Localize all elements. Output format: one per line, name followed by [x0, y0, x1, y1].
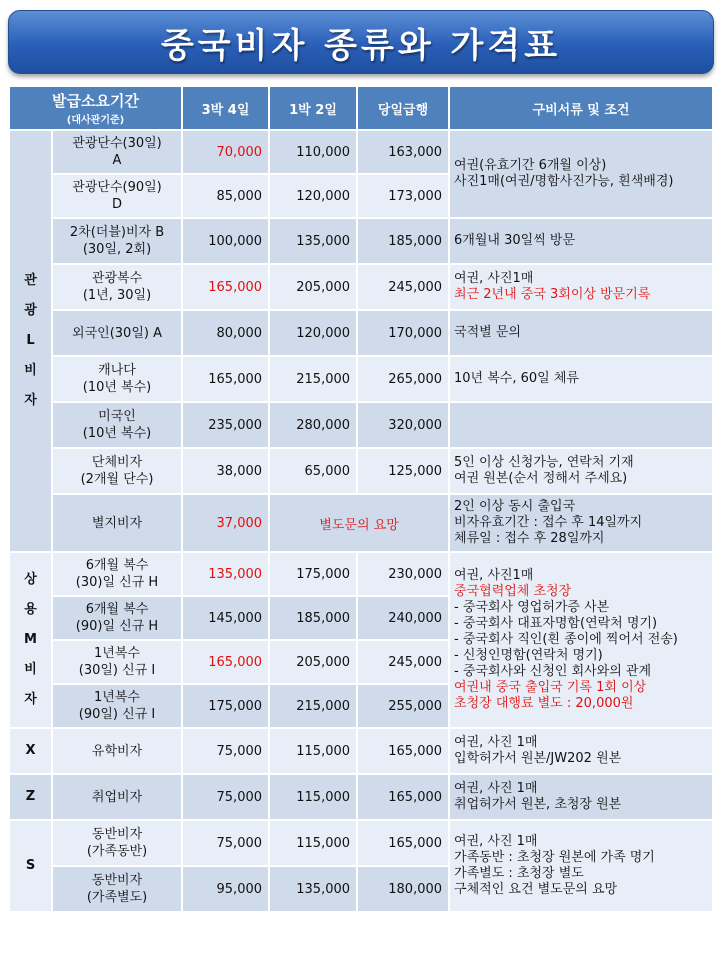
price-1n2d: 185,000 — [269, 596, 357, 640]
price-sameday: 320,000 — [357, 402, 449, 448]
category-study-x: X — [9, 728, 52, 774]
category-business-m: 상 용 M 비 자 — [9, 552, 52, 728]
table-row — [9, 448, 713, 494]
table-row — [9, 728, 713, 774]
table-row — [9, 774, 713, 820]
conditions-cell: 여권, 사진1매 중국협력업체 초청장 - 중국회사 영업허가증 사본 - 중국회사 대표자명함(연락처 명기) - 중국회사 직인(흰 종이에 찍어서 전송) - 신청인명함(연락처 명기) - 중국회사와 신청인 회사와의 관계 여권내 중국 출입국 기록 1회 이상 초청장 대행료 별도 : 20,000원 — [449, 552, 713, 728]
visa-name: 미국인 (10년 복수) — [52, 402, 182, 448]
price-sameday: 265,000 — [357, 356, 449, 402]
price-1n2d: 215,000 — [269, 684, 357, 728]
price-1n2d: 120,000 — [269, 310, 357, 356]
price-1n2d: 205,000 — [269, 264, 357, 310]
price-3n4d: 75,000 — [182, 774, 269, 820]
price-1n2d: 135,000 — [269, 218, 357, 264]
visa-name: 1년복수 (30일) 신규 I — [52, 640, 182, 684]
visa-name: 관광단수(90일) D — [52, 174, 182, 218]
price-sameday: 245,000 — [357, 640, 449, 684]
visa-name: 1년복수 (90일) 신규 I — [52, 684, 182, 728]
price-1n2d: 175,000 — [269, 552, 357, 596]
price-3n4d: 165,000 — [182, 356, 269, 402]
header-3n4d: 3박 4일 — [182, 86, 269, 130]
visa-name: 유학비자 — [52, 728, 182, 774]
price-3n4d: 165,000 — [182, 264, 269, 310]
conditions-cell: 여권, 사진1매 최근 2년내 중국 3회이상 방문기록 — [449, 264, 713, 310]
page-title: 중국비자 종류와 가격표 — [160, 25, 562, 66]
price-3n4d: 100,000 — [182, 218, 269, 264]
price-3n4d: 165,000 — [182, 640, 269, 684]
visa-name: 별지비자 — [52, 494, 182, 552]
conditions-cell: 국적별 문의 — [449, 310, 713, 356]
table-row — [9, 310, 713, 356]
price-sameday: 180,000 — [357, 866, 449, 912]
table-row — [9, 552, 713, 596]
price-1n2d: 115,000 — [269, 774, 357, 820]
visa-name: 외국인(30일) A — [52, 310, 182, 356]
category-work-z: Z — [9, 774, 52, 820]
price-sameday: 230,000 — [357, 552, 449, 596]
visa-name: 동반비자 (가족별도) — [52, 866, 182, 912]
header-conditions: 구비서류 및 조건 — [449, 86, 713, 130]
visa-name: 6개월 복수 (30)일 신규 H — [52, 552, 182, 596]
visa-price-table — [8, 85, 714, 913]
conditions-cell: 여권, 사진 1매 입학허가서 원본/JW202 원본 — [449, 728, 713, 774]
price-sameday: 255,000 — [357, 684, 449, 728]
price-inquiry: 별도문의 요망 — [269, 494, 449, 552]
price-sameday: 185,000 — [357, 218, 449, 264]
price-1n2d: 115,000 — [269, 728, 357, 774]
visa-name: 2차(더블)비자 B (30일, 2회) — [52, 218, 182, 264]
table-row — [9, 356, 713, 402]
price-sameday: 240,000 — [357, 596, 449, 640]
table-row — [9, 130, 713, 174]
conditions-cell: 2인 이상 동시 출입국 비자유효기간 : 접수 후 14일까지 체류일 : 접수 후 28일까지 — [449, 494, 713, 552]
header-period: 발급소요기간 (대사관기준) — [9, 86, 182, 130]
header-sameday: 당일급행 — [357, 86, 449, 130]
price-1n2d: 115,000 — [269, 820, 357, 866]
header-1n2d: 1박 2일 — [269, 86, 357, 130]
visa-name: 관광복수 (1년, 30일) — [52, 264, 182, 310]
price-sameday: 163,000 — [357, 130, 449, 174]
conditions-cell: 여권(유효기간 6개월 이상) 사진1매(여권/명함사진가능, 흰색배경) — [449, 130, 713, 218]
price-1n2d: 280,000 — [269, 402, 357, 448]
conditions-cell: 10년 복수, 60일 체류 — [449, 356, 713, 402]
visa-name: 취업비자 — [52, 774, 182, 820]
price-sameday: 173,000 — [357, 174, 449, 218]
price-3n4d: 38,000 — [182, 448, 269, 494]
visa-name: 6개월 복수 (90)일 신규 H — [52, 596, 182, 640]
price-3n4d: 95,000 — [182, 866, 269, 912]
title-banner — [8, 10, 714, 74]
price-sameday: 165,000 — [357, 728, 449, 774]
price-3n4d: 135,000 — [182, 552, 269, 596]
price-3n4d: 175,000 — [182, 684, 269, 728]
conditions-cell — [449, 402, 713, 448]
conditions-cell: 6개월내 30일씩 방문 — [449, 218, 713, 264]
table-row — [9, 218, 713, 264]
price-1n2d: 205,000 — [269, 640, 357, 684]
price-1n2d: 120,000 — [269, 174, 357, 218]
price-3n4d: 85,000 — [182, 174, 269, 218]
conditions-cell: 5인 이상 신청가능, 연락처 기재 여권 원본(순서 정해서 주세요) — [449, 448, 713, 494]
category-family-s: S — [9, 820, 52, 912]
table-row — [9, 264, 713, 310]
table-row — [9, 820, 713, 866]
price-sameday: 245,000 — [357, 264, 449, 310]
price-3n4d: 75,000 — [182, 820, 269, 866]
price-sameday: 170,000 — [357, 310, 449, 356]
price-1n2d: 215,000 — [269, 356, 357, 402]
price-3n4d: 235,000 — [182, 402, 269, 448]
price-3n4d: 145,000 — [182, 596, 269, 640]
price-3n4d: 80,000 — [182, 310, 269, 356]
category-tourist-l: 관 광 L 비 자 — [9, 130, 52, 552]
price-3n4d: 70,000 — [182, 130, 269, 174]
visa-name: 동반비자 (가족동반) — [52, 820, 182, 866]
price-1n2d: 65,000 — [269, 448, 357, 494]
visa-name: 관광단수(30일) A — [52, 130, 182, 174]
price-3n4d: 37,000 — [182, 494, 269, 552]
price-sameday: 165,000 — [357, 774, 449, 820]
price-sameday: 165,000 — [357, 820, 449, 866]
visa-name: 캐나다 (10년 복수) — [52, 356, 182, 402]
price-sameday: 125,000 — [357, 448, 449, 494]
conditions-cell: 여권, 사진 1매 가족동반 : 초청장 원본에 가족 명기 가족별도 : 초청장 별도 구체적인 요건 별도문의 요망 — [449, 820, 713, 912]
table-row — [9, 494, 713, 552]
price-1n2d: 110,000 — [269, 130, 357, 174]
header-row — [9, 86, 713, 130]
price-1n2d: 135,000 — [269, 866, 357, 912]
price-3n4d: 75,000 — [182, 728, 269, 774]
conditions-cell: 여권, 사진 1매 취업허가서 원본, 초청장 원본 — [449, 774, 713, 820]
visa-name: 단체비자 (2개월 단수) — [52, 448, 182, 494]
table-row — [9, 402, 713, 448]
